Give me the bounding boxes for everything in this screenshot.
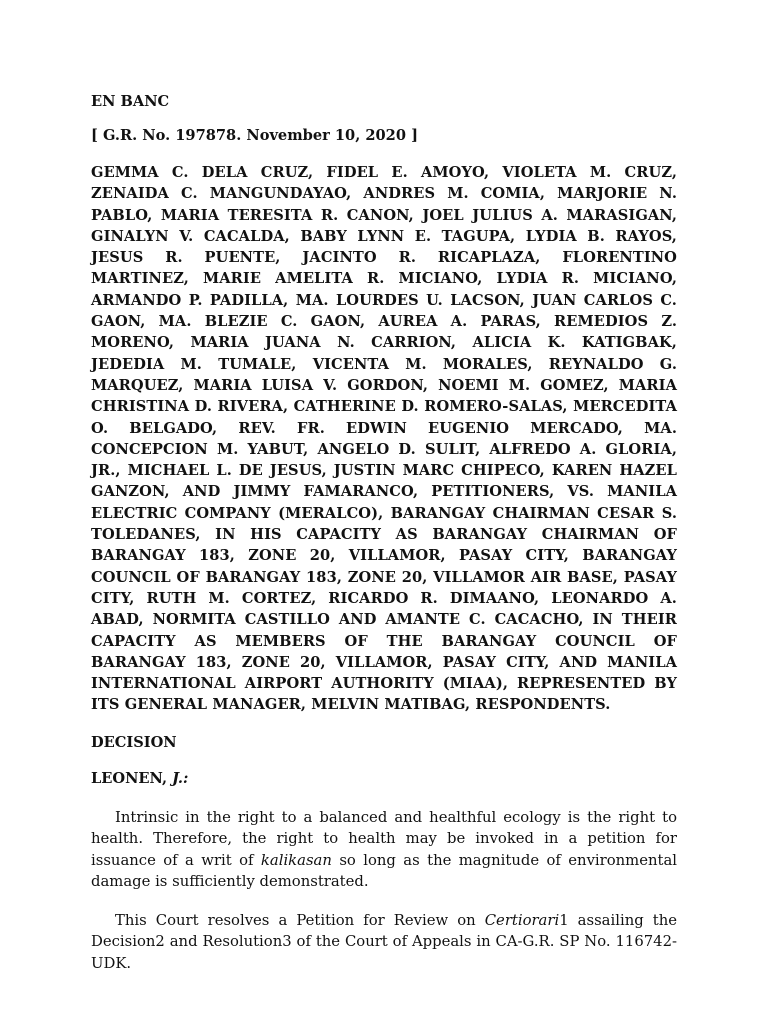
- case-reference: [ G.R. No. 197878. November 10, 2020 ]: [91, 127, 418, 144]
- paragraph-petition-italic: Certiorari: [484, 911, 560, 929]
- paragraph-intro: [91, 807, 677, 893]
- paragraph-petition: [91, 910, 677, 975]
- paragraph-intro-text-a: Intrinsic in the right to a balanced and healthful ecology is the right to health. Therefore, the right to health may be invoked in a petition for issuance of a writ of: [91, 808, 677, 869]
- case-parties: GEMMA C. DELA CRUZ, FIDEL E. AMOYO, VIOLETA M. CRUZ, ZENAIDA C. MANGUNDAYAO, ANDRES M. COMIA, MARJORIE N. PABLO, MARIA TERESITA R. CANON, JOEL JULIUS A. MARASIGAN, GINALYN V. CACALDA, BABY LYNN E. TAGUPA, LYDIA B. RAYOS, JESUS R. PUENTE, JACINTO R. RICAPLAZA, FLORENTINO MARTINEZ, MARIE AMELITA R. MICIANO, LYDIA R. MICIANO, ARMANDO P. PADILLA, MA. LOURDES U. LACSON, JUAN CARLOS C. GAON, MA. BLEZIE C. GAON, AUREA A. PARAS, REMEDIOS Z. MORENO, MARIA JUANA N. CARRION, ALICIA K. KATIGBAK, JEDEDIA M. TUMALE, VICENTA M. MORALES, REYNALDO G. MARQUEZ, MARIA LUISA V. GORDON, NOEMI M. GOMEZ, MARIA CHRISTINA D. RIVERA, CATHERINE D. ROMERO-SALAS, MERCEDITA O. BELGADO, REV. FR. EDWIN EUGENIO MERCADO, MA. CONCEPCION M. YABUT, ANGELO D. SULIT, ALFREDO A. GLORIA, JR., MICHAEL L. DE JESUS, JUSTIN MARC CHIPECO, KAREN HAZEL GANZON, AND JIMMY FAMARANCO, PETITIONERS, VS. MANILA ELECTRIC COMPANY (MERALCO), BARANGAY CHAIRMAN CESAR S. TOLEDANES, IN HIS CAPACITY AS BARANGAY CHAIRMAN OF BARANGAY 183, ZONE 20, VILLAMOR, PASAY CITY, BARANGAY COUNCIL OF BARANGAY 183, ZONE 20, VILLAMOR AIR BASE, PASAY CITY, RUTH M. CORTEZ, RICARDO R. DIMAANO, LEONARDO A. ABAD, NORMITA CASTILLO AND AMANTE C. CACACHO, IN THEIR CAPACITY AS MEMBERS OF THE BARANGAY COUNCIL OF BARANGAY 183, ZONE 20, VILLAMOR, PASAY CITY, AND MANILA INTERNATIONAL AIRPORT AUTHORITY (MIAA), REPRESENTED BY ITS GENERAL MANAGER, MELVIN MATIBAG, RESPONDENTS.: [91, 164, 677, 714]
- decision-heading: DECISION: [91, 733, 177, 751]
- court-division: EN BANC: [91, 93, 170, 110]
- ponente: [91, 769, 677, 789]
- document-page: [91, 92, 677, 974]
- paragraph-petition-text-b: 1 assailing the Decision2 and Resolution3 of the Court of Appeals in CA-G.R. SP No. 116742-UDK.: [91, 911, 677, 972]
- ponente-title: J.:: [172, 769, 189, 787]
- paragraph-petition-text-a: This Court resolves a Petition for Review on: [115, 911, 485, 929]
- paragraph-intro-text-b: so long as the magnitude of environmental damage is sufficiently demonstrated.: [91, 851, 677, 891]
- ponente-name: LEONEN,: [91, 769, 173, 787]
- paragraph-intro-italic: kalikasan: [260, 851, 332, 869]
